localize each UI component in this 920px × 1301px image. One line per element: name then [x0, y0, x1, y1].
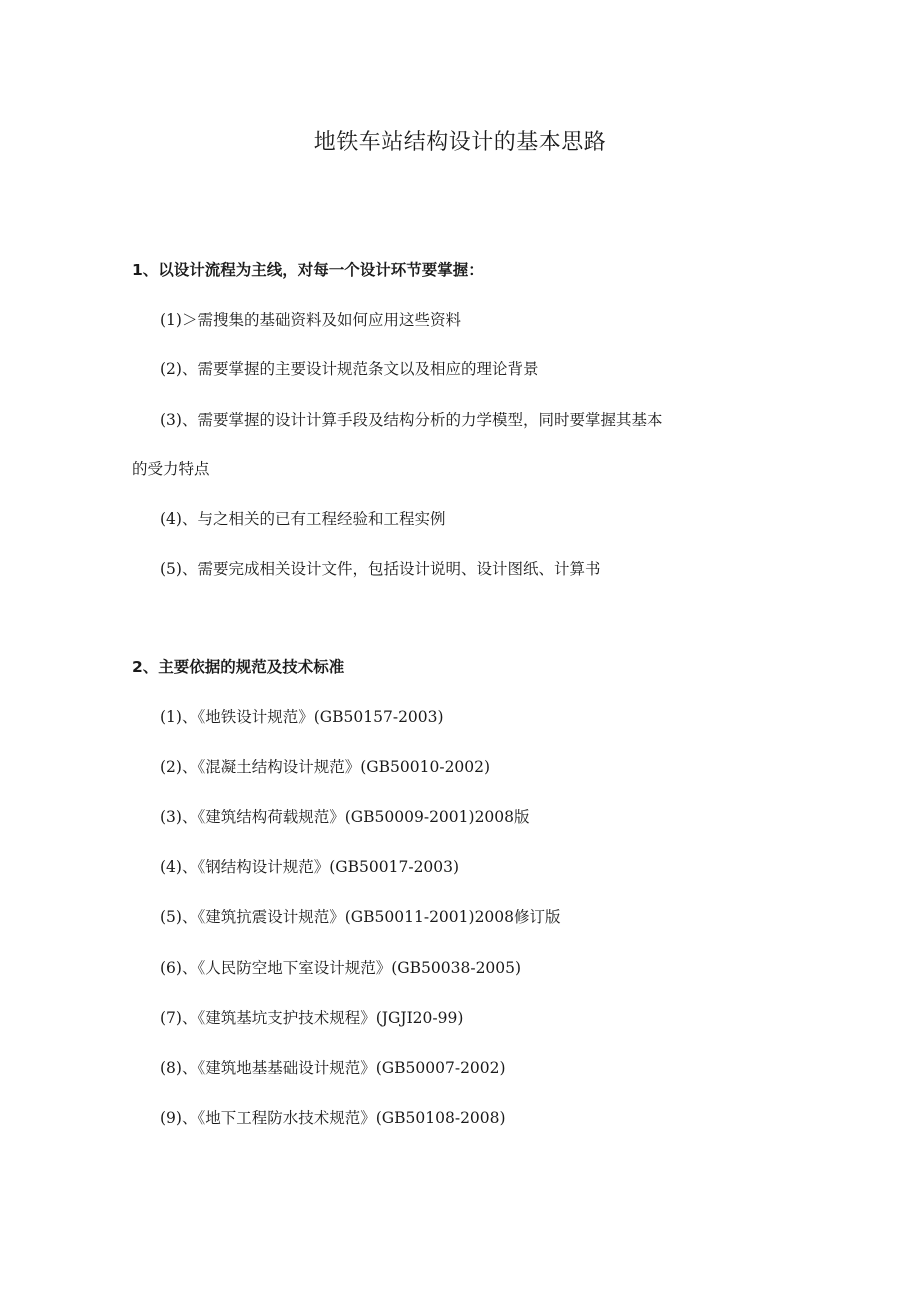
section-1-item-5: (5)、需要完成相关设计文件，包括设计说明、设计图纸、计算书: [160, 560, 601, 578]
section-1-item-4: (4)、与之相关的已有工程经验和工程实例: [160, 510, 446, 528]
section-2-heading: 2、主要依据的规范及技术标准: [132, 658, 345, 676]
section-2-item-9: (9)、《地下工程防水技术规范》(GB50108-2008): [160, 1109, 506, 1127]
section-1-item-2: (2)、需要掌握的主要设计规范条文以及相应的理论背景: [160, 360, 539, 378]
section-2-item-7: (7)、《建筑基坑支护技术规程》(JGJI20-99): [160, 1009, 464, 1027]
section-2-item-6: (6)、《人民防空地下室设计规范》(GB50038-2005): [160, 959, 522, 977]
section-1-heading: 1、以设计流程为主线，对每一个设计环节要掌握：: [132, 261, 484, 279]
section-2-item-1: (1)、《地铁设计规范》(GB50157-2003): [160, 708, 444, 726]
section-2-item-5: (5)、《建筑抗震设计规范》(GB50011-2001)2008修订版: [160, 908, 561, 926]
section-1-item-3: (3)、需要掌握的设计计算手段及结构分析的力学模型，同时要掌握其基本: [160, 411, 663, 429]
document-title: 地铁车站结构设计的基本思路: [313, 130, 607, 155]
section-2-item-4: (4)、《钢结构设计规范》(GB50017-2003): [160, 858, 460, 876]
section-2-item-2: (2)、《混凝土结构设计规范》(GB50010-2002): [160, 758, 491, 776]
section-1-item-3-continued: 的受力特点: [132, 460, 210, 478]
section-2-item-8: (8)、《建筑地基基础设计规范》(GB50007-2002): [160, 1059, 506, 1077]
section-1-item-1: (1)＞需搜集的基础资料及如何应用这些资料: [160, 311, 461, 329]
section-2-item-3: (3)、《建筑结构荷载规范》(GB50009-2001)2008版: [160, 808, 530, 826]
